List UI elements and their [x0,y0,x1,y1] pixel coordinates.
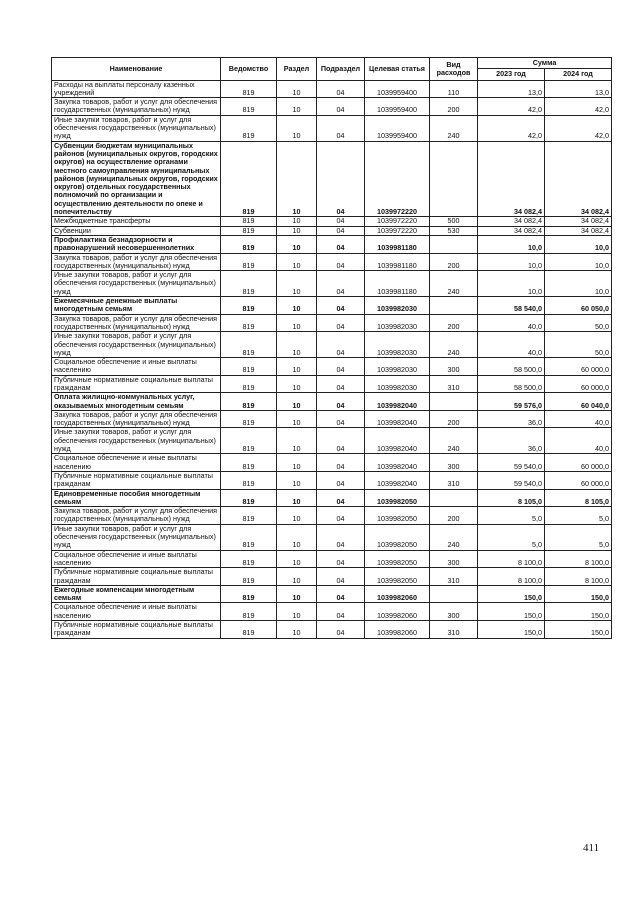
cell-podrazdel: 04 [317,217,365,226]
cell-podrazdel: 04 [317,524,365,550]
table-row [52,235,612,253]
cell-amount-2023: 10,0 [478,253,545,271]
cell-target: 1039981180 [365,235,430,253]
cell-razdel: 10 [277,235,317,253]
cell-amount-2023: 36,0 [478,428,545,454]
cell-amount-2024: 40,0 [545,428,612,454]
cell-razdel: 10 [277,393,317,411]
cell-vedomstvo: 819 [221,585,277,603]
table-row [52,115,612,141]
cell-podrazdel: 04 [317,226,365,235]
cell-name: Социальное обеспечение и иные выплаты населению [52,358,221,376]
cell-target: 1039982050 [365,507,430,525]
table-body [52,80,612,638]
cell-name: Закупка товаров, работ и услуг для обеспечения государственных (муниципальных) нужд [52,98,221,116]
cell-podrazdel: 04 [317,507,365,525]
table-row [52,393,612,411]
cell-vedomstvo: 819 [221,507,277,525]
header-name: Наименование [52,58,221,81]
cell-vedomstvo: 819 [221,454,277,472]
cell-podrazdel: 04 [317,603,365,621]
table-row [52,524,612,550]
cell-amount-2023: 40,0 [478,332,545,358]
cell-amount-2024: 8 105,0 [545,489,612,507]
cell-vedomstvo: 819 [221,253,277,271]
cell-name: Иные закупки товаров, работ и услуг для обеспечения государственных (муниципальных) нужд [52,524,221,550]
table-row [52,603,612,621]
cell-name: Публичные нормативные социальные выплаты гражданам [52,471,221,489]
cell-vid: 300 [430,358,478,376]
cell-vid: 240 [430,524,478,550]
cell-name: Закупка товаров, работ и услуг для обеспечения государственных (муниципальных) нужд [52,410,221,428]
cell-razdel: 10 [277,603,317,621]
cell-vid: 240 [430,332,478,358]
cell-vid: 200 [430,98,478,116]
cell-podrazdel: 04 [317,585,365,603]
cell-razdel: 10 [277,375,317,393]
cell-target: 1039982060 [365,603,430,621]
table-row [52,550,612,568]
cell-target: 1039982050 [365,524,430,550]
cell-razdel: 10 [277,297,317,315]
cell-razdel: 10 [277,410,317,428]
cell-target: 1039972220 [365,217,430,226]
table-row [52,585,612,603]
cell-amount-2023: 42,0 [478,98,545,116]
cell-vedomstvo: 819 [221,98,277,116]
cell-vid: 200 [430,314,478,332]
cell-podrazdel: 04 [317,235,365,253]
cell-vedomstvo: 819 [221,489,277,507]
cell-name: Оплата жилищно-коммунальных услуг, оказываемых многодетным семьям [52,393,221,411]
cell-amount-2023: 150,0 [478,621,545,639]
cell-vid: 500 [430,217,478,226]
cell-podrazdel: 04 [317,550,365,568]
cell-name: Субвенции [52,226,221,235]
cell-vedomstvo: 819 [221,80,277,98]
cell-amount-2024: 60 000,0 [545,375,612,393]
header-year-2024: 2024 год [545,69,612,80]
cell-vedomstvo: 819 [221,524,277,550]
cell-vedomstvo: 819 [221,141,277,217]
table-row [52,297,612,315]
cell-vedomstvo: 819 [221,297,277,315]
cell-name: Ежегодные компенсации многодетным семьям [52,585,221,603]
cell-amount-2023: 58 500,0 [478,358,545,376]
cell-razdel: 10 [277,428,317,454]
table-row [52,358,612,376]
cell-razdel: 10 [277,98,317,116]
cell-podrazdel: 04 [317,98,365,116]
table-row [52,141,612,217]
cell-vid: 200 [430,507,478,525]
cell-name: Социальное обеспечение и иные выплаты населению [52,454,221,472]
cell-amount-2023: 34 082,4 [478,217,545,226]
cell-amount-2024: 150,0 [545,585,612,603]
cell-amount-2024: 60 040,0 [545,393,612,411]
cell-amount-2024: 10,0 [545,253,612,271]
cell-podrazdel: 04 [317,314,365,332]
cell-amount-2024: 150,0 [545,621,612,639]
cell-vedomstvo: 819 [221,621,277,639]
cell-vedomstvo: 819 [221,217,277,226]
cell-name: Субвенции бюджетам муниципальных районов (муниципальных округов, городских округов) на осуществление органами местного самоуправления муниципальных районов (муниципальных округов, городских округов) отдельных государственных полномочий по организации и осуществлению деятельности по опеке и попечительству [52,141,221,217]
table-row [52,410,612,428]
cell-razdel: 10 [277,141,317,217]
cell-target: 1039982040 [365,471,430,489]
cell-vid: 310 [430,568,478,586]
cell-amount-2023: 58 540,0 [478,297,545,315]
budget-table-container [51,57,611,639]
cell-vedomstvo: 819 [221,393,277,411]
cell-name: Публичные нормативные социальные выплаты гражданам [52,375,221,393]
cell-vid: 300 [430,550,478,568]
cell-target: 1039959400 [365,80,430,98]
cell-target: 1039982050 [365,489,430,507]
cell-vedomstvo: 819 [221,603,277,621]
cell-amount-2023: 8 100,0 [478,550,545,568]
cell-vedomstvo: 819 [221,410,277,428]
cell-amount-2023: 5,0 [478,524,545,550]
cell-name: Иные закупки товаров, работ и услуг для обеспечения государственных (муниципальных) нужд [52,115,221,141]
cell-amount-2024: 8 100,0 [545,568,612,586]
cell-amount-2024: 5,0 [545,524,612,550]
table-row [52,454,612,472]
cell-amount-2023: 8 105,0 [478,489,545,507]
cell-razdel: 10 [277,489,317,507]
cell-podrazdel: 04 [317,80,365,98]
cell-razdel: 10 [277,621,317,639]
cell-vid: 310 [430,471,478,489]
cell-amount-2024: 60 000,0 [545,471,612,489]
cell-vedomstvo: 819 [221,568,277,586]
cell-target: 1039982030 [365,358,430,376]
cell-target: 1039982030 [365,314,430,332]
header-vid: Вид расходов [430,58,478,81]
cell-amount-2023: 34 082,4 [478,141,545,217]
cell-target: 1039981180 [365,253,430,271]
cell-amount-2023: 10,0 [478,271,545,297]
cell-razdel: 10 [277,568,317,586]
table-header [52,58,612,81]
cell-target: 1039982030 [365,297,430,315]
cell-vid: 310 [430,621,478,639]
cell-amount-2023: 34 082,4 [478,226,545,235]
table-row [52,253,612,271]
cell-amount-2024: 42,0 [545,98,612,116]
cell-razdel: 10 [277,550,317,568]
cell-podrazdel: 04 [317,489,365,507]
cell-name: Закупка товаров, работ и услуг для обеспечения государственных (муниципальных) нужд [52,507,221,525]
cell-vedomstvo: 819 [221,226,277,235]
cell-amount-2024: 34 082,4 [545,217,612,226]
cell-name: Ежемесячные денежные выплаты многодетным семьям [52,297,221,315]
cell-vid: 240 [430,115,478,141]
cell-vedomstvo: 819 [221,235,277,253]
cell-vid: 110 [430,80,478,98]
cell-razdel: 10 [277,454,317,472]
cell-podrazdel: 04 [317,428,365,454]
cell-amount-2023: 40,0 [478,314,545,332]
cell-podrazdel: 04 [317,141,365,217]
cell-podrazdel: 04 [317,271,365,297]
cell-podrazdel: 04 [317,375,365,393]
cell-podrazdel: 04 [317,297,365,315]
cell-target: 1039982050 [365,568,430,586]
cell-name: Иные закупки товаров, работ и услуг для обеспечения государственных (муниципальных) нужд [52,332,221,358]
cell-vid [430,585,478,603]
cell-target: 1039982030 [365,332,430,358]
cell-amount-2024: 42,0 [545,115,612,141]
cell-amount-2024: 34 082,4 [545,141,612,217]
cell-amount-2023: 8 100,0 [478,568,545,586]
cell-vid [430,489,478,507]
cell-razdel: 10 [277,585,317,603]
table-row [52,217,612,226]
cell-vid: 300 [430,603,478,621]
cell-target: 1039982040 [365,454,430,472]
cell-name: Расходы на выплаты персоналу казенных учреждений [52,80,221,98]
cell-vid [430,141,478,217]
cell-amount-2024: 34 082,4 [545,226,612,235]
cell-razdel: 10 [277,524,317,550]
table-row [52,621,612,639]
cell-amount-2024: 150,0 [545,603,612,621]
cell-vedomstvo: 819 [221,550,277,568]
cell-amount-2024: 50,0 [545,314,612,332]
cell-vid: 240 [430,271,478,297]
page-number: 411 [583,842,600,854]
cell-podrazdel: 04 [317,253,365,271]
header-podrazdel: Подраздел [317,58,365,81]
cell-amount-2024: 13,0 [545,80,612,98]
cell-amount-2023: 13,0 [478,80,545,98]
cell-name: Профилактика безнадзорности и правонарушений несовершеннолетних [52,235,221,253]
cell-vid: 200 [430,253,478,271]
cell-name: Иные закупки товаров, работ и услуг для обеспечения государственных (муниципальных) нужд [52,271,221,297]
header-razdel: Раздел [277,58,317,81]
cell-amount-2024: 10,0 [545,271,612,297]
cell-amount-2024: 5,0 [545,507,612,525]
cell-razdel: 10 [277,507,317,525]
cell-name: Публичные нормативные социальные выплаты гражданам [52,621,221,639]
cell-name: Социальное обеспечение и иные выплаты населению [52,550,221,568]
cell-name: Иные закупки товаров, работ и услуг для обеспечения государственных (муниципальных) нужд [52,428,221,454]
cell-razdel: 10 [277,226,317,235]
table-row [52,489,612,507]
cell-podrazdel: 04 [317,393,365,411]
cell-target: 1039982050 [365,550,430,568]
cell-podrazdel: 04 [317,358,365,376]
cell-amount-2023: 150,0 [478,603,545,621]
cell-amount-2024: 40,0 [545,410,612,428]
cell-name: Закупка товаров, работ и услуг для обеспечения государственных (муниципальных) нужд [52,253,221,271]
cell-name: Единовременные пособия многодетным семьям [52,489,221,507]
cell-podrazdel: 04 [317,410,365,428]
table-row [52,471,612,489]
header-target: Целевая статья [365,58,430,81]
header-year-2023: 2023 год [478,69,545,80]
cell-podrazdel: 04 [317,454,365,472]
cell-vedomstvo: 819 [221,375,277,393]
header-vedomstvo: Ведомство [221,58,277,81]
cell-razdel: 10 [277,332,317,358]
cell-vid [430,235,478,253]
cell-target: 1039982040 [365,428,430,454]
cell-amount-2024: 10,0 [545,235,612,253]
cell-amount-2024: 60 000,0 [545,358,612,376]
cell-amount-2023: 59 540,0 [478,454,545,472]
table-row [52,226,612,235]
cell-vedomstvo: 819 [221,428,277,454]
cell-target: 1039972220 [365,226,430,235]
cell-vid: 200 [430,410,478,428]
cell-amount-2023: 10,0 [478,235,545,253]
cell-vedomstvo: 819 [221,115,277,141]
cell-amount-2023: 5,0 [478,507,545,525]
cell-amount-2024: 60 000,0 [545,454,612,472]
cell-razdel: 10 [277,253,317,271]
table-row [52,332,612,358]
cell-vedomstvo: 819 [221,471,277,489]
cell-vedomstvo: 819 [221,358,277,376]
table-row [52,80,612,98]
cell-vid: 310 [430,375,478,393]
table-row [52,375,612,393]
cell-name: Закупка товаров, работ и услуг для обеспечения государственных (муниципальных) нужд [52,314,221,332]
table-row [52,568,612,586]
cell-amount-2023: 58 500,0 [478,375,545,393]
cell-podrazdel: 04 [317,332,365,358]
cell-amount-2023: 36,0 [478,410,545,428]
table-row [52,428,612,454]
cell-vedomstvo: 819 [221,271,277,297]
cell-target: 1039982060 [365,585,430,603]
cell-vid: 530 [430,226,478,235]
cell-amount-2023: 42,0 [478,115,545,141]
cell-razdel: 10 [277,217,317,226]
cell-podrazdel: 04 [317,115,365,141]
cell-target: 1039982030 [365,375,430,393]
cell-podrazdel: 04 [317,471,365,489]
cell-amount-2024: 50,0 [545,332,612,358]
cell-target: 1039959400 [365,98,430,116]
cell-target: 1039982040 [365,410,430,428]
table-row [52,314,612,332]
cell-razdel: 10 [277,80,317,98]
cell-amount-2024: 60 050,0 [545,297,612,315]
cell-podrazdel: 04 [317,621,365,639]
cell-vid: 300 [430,454,478,472]
cell-target: 1039981180 [365,271,430,297]
header-summa: Сумма [478,58,612,69]
cell-vid: 240 [430,428,478,454]
cell-amount-2023: 59 576,0 [478,393,545,411]
table-row [52,271,612,297]
cell-razdel: 10 [277,271,317,297]
cell-target: 1039972220 [365,141,430,217]
table-row [52,98,612,116]
cell-target: 1039959400 [365,115,430,141]
cell-amount-2024: 8 100,0 [545,550,612,568]
cell-podrazdel: 04 [317,568,365,586]
cell-razdel: 10 [277,471,317,489]
budget-table [51,57,612,639]
cell-vedomstvo: 819 [221,332,277,358]
cell-vedomstvo: 819 [221,314,277,332]
cell-target: 1039982060 [365,621,430,639]
table-row [52,507,612,525]
cell-amount-2023: 59 540,0 [478,471,545,489]
cell-amount-2023: 150,0 [478,585,545,603]
cell-razdel: 10 [277,115,317,141]
cell-name: Социальное обеспечение и иные выплаты населению [52,603,221,621]
cell-target: 1039982040 [365,393,430,411]
cell-vid [430,393,478,411]
cell-razdel: 10 [277,314,317,332]
cell-name: Публичные нормативные социальные выплаты гражданам [52,568,221,586]
cell-razdel: 10 [277,358,317,376]
cell-vid [430,297,478,315]
cell-name: Межбюджетные трансферты [52,217,221,226]
